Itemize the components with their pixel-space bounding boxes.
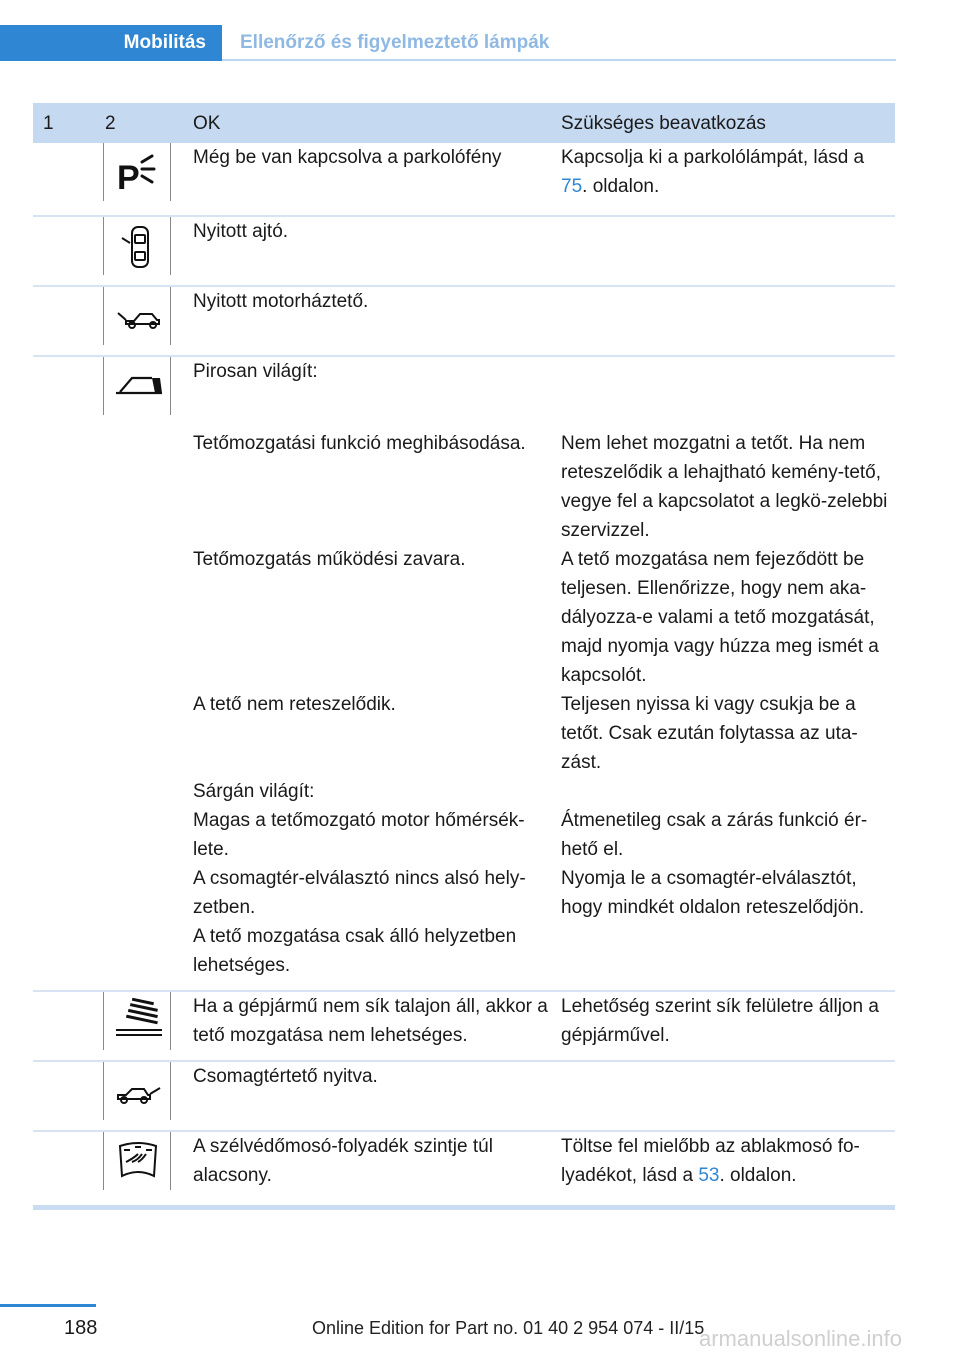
roof-stationary-cause: A tető mozgatása csak álló helyzetben lehetséges. — [193, 926, 517, 976]
roof-motor-temp-cause: Magas a tetőmozgató motor hőmérsék-lete. — [193, 810, 525, 860]
convertible-roof-icon — [103, 357, 171, 415]
column-header-2: 2 — [95, 103, 183, 143]
washer-fluid-icon — [103, 1132, 171, 1190]
column-header-action: Szükséges beavatkozás — [551, 103, 895, 143]
roof-not-locked-action: Teljesen nyissa ki vagy csukja be a tetőt. Csak ezután folytassa az uta-zást. — [561, 694, 858, 773]
open-trunk-icon — [103, 1062, 171, 1120]
table-header-row — [33, 103, 895, 143]
vehicle-on-slope-icon — [103, 992, 171, 1050]
roof-not-locked-cause: A tető nem reteszelődik. — [193, 694, 396, 715]
table-row-roof-divider — [33, 864, 895, 922]
table-row-open-hood — [33, 286, 895, 356]
roof-divider-cause: A csomagtér-elválasztó nincs alsó hely-zetben. — [193, 868, 526, 918]
table-row-washer-fluid — [33, 1131, 895, 1201]
chapter-title: Ellenőrző és figyelmeztető lámpák — [240, 32, 550, 53]
vehicle-slope-action: Lehetőség szerint sík felületre álljon a gépjárművel. — [551, 991, 895, 1061]
table-row-roof-yellow — [33, 777, 895, 806]
roof-fault-cause: Tetőmozgatás működési zavara. — [193, 549, 466, 570]
column-header-1: 1 — [33, 103, 95, 143]
table-row-roof-not-locked — [33, 690, 895, 777]
open-hood-icon — [103, 287, 171, 345]
roof-malfunction-action: Nem lehet mozgatni a tetőt. Ha nem reteszelődik a lehajtható kemény-tető, vegye fel a kapcsolatot a legkö-zelebbi szervizzel. — [561, 433, 888, 541]
page-header — [0, 25, 896, 61]
header-underline — [222, 59, 896, 61]
edition-note: Online Edition for Part no. 01 40 2 954 074 - II/15 — [312, 1318, 705, 1338]
table-row-parking-light — [33, 143, 895, 216]
table-row-open-door — [33, 216, 895, 286]
open-trunk-cause: Csomagtértető nyitva. — [183, 1061, 551, 1131]
table-row-roof-operation-fault — [33, 545, 895, 690]
page-number: 188 — [64, 1317, 98, 1339]
warning-lights-table — [33, 103, 895, 1201]
roof-yellow-label: Sárgán világít: — [193, 781, 315, 802]
washer-fluid-action: Töltse fel mielőbb az ablakmosó fo-lyadékot, lásd a 53. oldalon. — [551, 1131, 895, 1201]
table-row-vehicle-slope — [33, 991, 895, 1061]
open-door-cause: Nyitott ajtó. — [183, 216, 551, 286]
roof-malfunction-cause: Tetőmozgatási funkció meghibásodása. — [193, 433, 526, 454]
table-bottom-rule — [33, 1205, 895, 1210]
column-header-ok: OK — [183, 103, 551, 143]
page-number-rule — [0, 1304, 96, 1307]
section-tab: Mobilitás — [0, 25, 222, 61]
table-row-roof-malfunction — [33, 429, 895, 545]
table-row-open-trunk — [33, 1061, 895, 1131]
table-row-convertible-roof — [33, 356, 895, 429]
parking-light-icon — [103, 143, 171, 201]
open-hood-cause: Nyitott motorháztető. — [183, 286, 551, 356]
svg-text:P: P — [117, 159, 140, 197]
washer-fluid-cause: A szélvédőmosó-folyadék szintje túl alacsony. — [183, 1131, 551, 1201]
page-link-53[interactable]: 53 — [698, 1165, 720, 1186]
table-row-roof-stationary — [33, 922, 895, 991]
roof-divider-action: Nyomja le a csomagtér-elválasztót, hogy mindkét oldalon reteszelődjön. — [561, 868, 865, 918]
roof-fault-action: A tető mozgatása nem fejeződött be teljesen. Ellenőrizze, hogy nem aka-dályozza-e valami a tető mozgatását, majd nyomja vagy húzza meg ismét a kapcsolót. — [561, 549, 879, 686]
parking-light-action: Kapcsolja ki a parkolólámpát, lásd a 75. oldalon. — [561, 147, 865, 197]
parking-light-cause: Még be van kapcsolva a parkolófény — [193, 147, 502, 168]
roof-red-label: Pirosan világít: — [183, 356, 551, 429]
vehicle-slope-cause: Ha a gépjármű nem sík talajon áll, akkor a tető mozgatása nem lehetséges. — [183, 991, 551, 1061]
watermark: armanualsonline.info — [698, 1326, 902, 1351]
roof-motor-temp-action: Átmenetileg csak a zárás funkció ér-hető el. — [561, 810, 868, 860]
page-link-75[interactable]: 75 — [561, 176, 583, 197]
open-door-icon — [103, 217, 171, 275]
table-row-roof-motor-temp — [33, 806, 895, 864]
